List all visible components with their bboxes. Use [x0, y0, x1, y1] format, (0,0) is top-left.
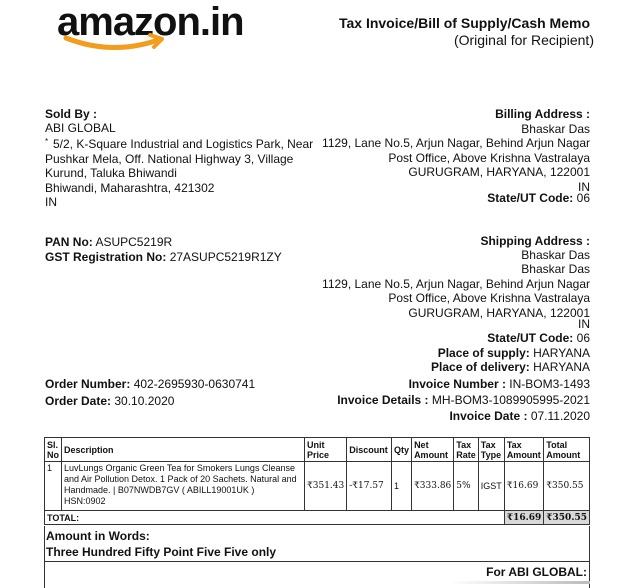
invoice-date-value: 07.11.2020	[530, 409, 590, 423]
shipping-line: GURUGRAM, HARYANA, 122001	[408, 305, 590, 320]
header-text: Qty	[394, 444, 410, 455]
gst-label: GST Registration No:	[45, 250, 167, 264]
invoice-number-label: Invoice Number :	[408, 377, 506, 391]
amount-in-words-box	[44, 526, 590, 562]
place-of-supply-label: Place of supply:	[437, 345, 530, 360]
billing-state-row	[487, 191, 590, 206]
gst-value: 27ASUPC5219R1ZY	[169, 250, 282, 264]
invoice-number-row	[409, 377, 590, 392]
header-text: Amount	[506, 449, 541, 460]
cell-tax-rate: 5%	[454, 462, 479, 511]
shipping-state-label: State/UT Code:	[487, 331, 574, 345]
sold-by-label: Sold By :	[45, 107, 98, 121]
table-row	[45, 462, 590, 511]
order-number-value: 402-2695930-0630741	[133, 377, 256, 391]
shipping-line: Bhaskar Das	[521, 262, 590, 276]
col-header-unit-price	[305, 438, 347, 462]
billing-line: GURUGRAM, HARYANA, 122001	[408, 165, 590, 179]
invoice-date-row	[449, 409, 590, 424]
order-date-label: Order Date:	[45, 394, 112, 408]
signature-box	[44, 562, 590, 588]
items-table	[44, 437, 590, 525]
header-text: Amount	[546, 449, 581, 460]
col-header-total-amount	[544, 438, 590, 462]
seller-address-line: 5/2, K-Square Industrial and Logistics Park, Near	[53, 137, 314, 151]
invoice-details-row	[337, 393, 590, 408]
header-text: Price	[307, 449, 330, 460]
col-header-net-amount	[412, 438, 454, 462]
header-text: Rate	[456, 449, 476, 460]
header-text: Total	[546, 439, 568, 450]
amazon-logo: amazon.in	[57, 0, 244, 44]
header-text: Amount	[414, 449, 449, 460]
amount-in-words-label: Amount in Words:	[46, 529, 150, 543]
billing-address-label: Billing Address :	[495, 107, 590, 121]
billing-line: IN	[578, 179, 590, 194]
cell-total: ₹350.55	[544, 462, 590, 511]
amazon-smile-icon	[62, 32, 172, 54]
total-label: TOTAL:	[45, 511, 505, 525]
order-date-row	[45, 394, 174, 409]
cell-discount: -₹17.57	[347, 462, 392, 511]
cell-qty: 1	[392, 462, 412, 511]
shipping-line: Post Office, Above Krishna Vastralaya	[388, 291, 590, 305]
pan-label: PAN No:	[45, 235, 93, 249]
cell-unit-price: ₹351.43	[305, 462, 347, 511]
col-header-description	[62, 438, 305, 462]
invoice-date-label: Invoice Date :	[449, 409, 528, 423]
shipping-line: IN	[578, 317, 590, 331]
shipping-address-label: Shipping Address :	[480, 234, 590, 248]
seller-name: ABI GLOBAL	[45, 121, 116, 135]
cell-tax-type: IGST	[478, 462, 504, 511]
billing-line: Post Office, Above Krishna Vastralaya	[388, 150, 590, 165]
order-number-row	[45, 377, 255, 392]
order-number-label: Order Number:	[45, 377, 131, 391]
item-hsn: HSN:0902	[64, 496, 106, 506]
total-tax: ₹16.69	[504, 511, 543, 525]
col-header-discount	[347, 438, 392, 462]
place-of-supply-row	[438, 346, 590, 361]
invoice-details-value: MH-BOM3-1089905995-2021	[431, 393, 590, 407]
total-amount: ₹350.55	[544, 511, 590, 525]
gst-row	[45, 250, 282, 265]
pan-value: ASUPC5219R	[95, 235, 173, 249]
header-text: Sl.	[47, 439, 59, 450]
billing-line: 1129, Lane No.5, Arjun Nagar, Behind Arjun Nagar	[322, 136, 590, 150]
header-text: Type	[480, 449, 502, 460]
header-text: Tax	[480, 439, 496, 450]
total-row	[45, 511, 590, 525]
col-header-tax-type	[478, 438, 504, 462]
pan-row	[45, 235, 172, 250]
table-header-row	[45, 438, 590, 462]
header-text: Tax	[456, 439, 472, 450]
shipping-state-row	[487, 331, 590, 346]
col-header-tax-amount	[504, 438, 543, 462]
header-text: Discount	[349, 444, 388, 455]
seller-address-line: Kurund, Taluka Bhiwandi	[45, 166, 177, 180]
header-text: Net	[414, 439, 429, 450]
header-text: Description	[64, 444, 114, 455]
invoice-details-label: Invoice Details :	[337, 393, 429, 407]
place-of-supply-value: HARYANA	[533, 345, 590, 360]
cell-sl: 1	[45, 462, 62, 511]
cell-net-amount: ₹333.86	[412, 462, 454, 511]
col-header-qty	[392, 438, 412, 462]
billing-state-code: 06	[576, 191, 590, 205]
invoice-title: Tax Invoice/Bill of Supply/Cash Memo	[338, 15, 590, 31]
shipping-state-code: 06	[576, 331, 590, 345]
header-text: Unit	[307, 439, 325, 450]
invoice-subtitle: (Original for Recipient)	[453, 32, 594, 48]
billing-line: Bhaskar Das	[521, 121, 590, 136]
header-text: No	[47, 449, 59, 460]
col-header-sl	[45, 438, 62, 462]
cell-description	[62, 462, 305, 511]
seller-asterisk: *	[45, 137, 49, 146]
shipping-line: 1129, Lane No.5, Arjun Nagar, Behind Arjun Nagar	[322, 276, 590, 291]
invoice-number-value: IN-BOM3-1493	[509, 377, 590, 391]
seller-address-line: IN	[45, 195, 57, 209]
place-of-delivery-row	[431, 360, 590, 375]
seller-address-line: Bhiwandi, Maharashtra, 421302	[45, 180, 215, 195]
amount-in-words-value: Three Hundred Fifty Point Five Five only	[46, 545, 277, 559]
item-description: LuvLungs Organic Green Tea for Smokers Lungs Cleanse and Air Pollution Detox. 1 Pack of 20 Sachets. Natural and Handmade. | B07NWDB7GV ( ABILL19001UK )	[64, 463, 297, 495]
header-text: Tax	[506, 439, 522, 450]
place-of-delivery-value: HARYANA	[533, 360, 590, 374]
shipping-line: Bhaskar Das	[521, 248, 590, 262]
seller-address-line: Pushkar Mela, Off. National Highway 3, Village	[45, 151, 294, 166]
place-of-delivery-label: Place of delivery:	[431, 360, 530, 374]
signature-mark	[450, 581, 590, 584]
billing-state-label: State/UT Code:	[487, 191, 574, 205]
col-header-tax-rate	[454, 438, 479, 462]
cell-tax-amount: ₹16.69	[504, 462, 543, 511]
signature-label: For ABI GLOBAL:	[486, 565, 587, 579]
order-date-value: 30.10.2020	[114, 394, 175, 408]
